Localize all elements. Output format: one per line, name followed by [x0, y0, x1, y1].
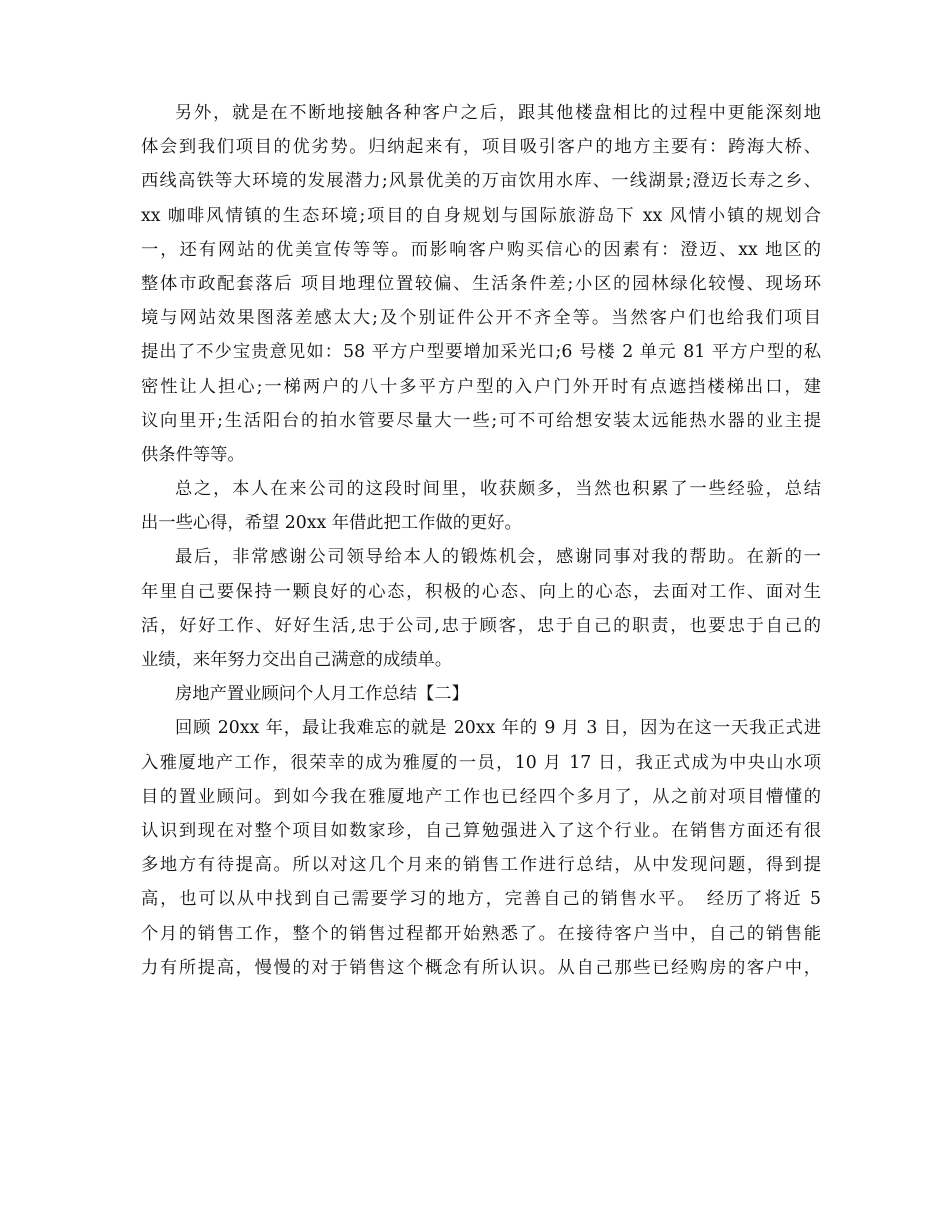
text-line: 力有所提高，慢慢的对于销售这个概念有所认识。从自己那些已经购房的客户中，	[141, 957, 821, 978]
text-line: 体会到我们项目的优劣势。归纳起来有，项目吸引客户的地方主要有：跨海大桥、	[141, 137, 821, 158]
paragraph	[141, 472, 821, 540]
text-line: xx 咖啡风情镇的生态环境;项目的自身规划与国际旅游岛下 xx 风情小镇的规划合	[141, 205, 821, 226]
text-line: 提出了不少宝贵意见如：58 平方户型要增加采光口;6 号楼 2 单元 81 平方户型的私	[141, 342, 821, 363]
text-line: 出一些心得，希望 20xx 年借此把工作做的更好。	[141, 513, 522, 534]
text-line: 议向里开;生活阳台的拍水管要尽量大一些;可不可给想安装太远能热水器的业主提	[141, 410, 821, 431]
text-line: 最后，非常感谢公司领导给本人的锻炼机会，感谢同事对我的帮助。在新的一	[175, 547, 821, 568]
text-line: 多地方有待提高。所以对这几个月来的销售工作进行总结，从中发现问题，得到提	[141, 855, 821, 876]
text-line: 供条件等等。	[141, 444, 245, 465]
text-line: 总之，本人在来公司的这段时间里，收获颇多，当然也积累了一些经验，总结	[175, 479, 821, 500]
paragraph	[141, 711, 821, 985]
text-line: 年里自己要保持一颗良好的心态，积极的心态、向上的心态，去面对工作、面对生	[141, 581, 821, 602]
text-line: 高，也可以从中找到自己需要学习的地方，完善自己的销售水平。 经历了将近 5	[141, 889, 821, 910]
paragraph	[141, 96, 821, 472]
document-body	[141, 96, 821, 985]
text-line: 整体市政配套落后 项目地理位置较偏、生活条件差;小区的园林绿化较慢、现场环	[141, 273, 821, 294]
heading-line: 房地产置业顾问个人月工作总结【二】	[175, 684, 469, 705]
text-line: 入雅厦地产工作，很荣幸的成为雅厦的一员，10 月 17 日，我正式成为中央山水项	[141, 752, 821, 773]
text-line: 密性让人担心;一梯两户的八十多平方户型的入户门外开时有点遮挡楼梯出口，建	[141, 376, 821, 397]
text-line: 西线高铁等大环境的发展潜力;风景优美的万亩饮用水库、一线湖景;澄迈长寿之乡、	[141, 171, 821, 192]
text-line: 一，还有网站的优美宣传等等。而影响客户购买信心的因素有：澄迈、xx 地区的	[141, 239, 821, 260]
text-line: 境与网站效果图落差感太大;及个别证件公开不齐全等。当然客户们也给我们项目	[141, 308, 821, 329]
text-line: 业绩，来年努力交出自己满意的成绩单。	[141, 650, 453, 670]
paragraph	[141, 540, 821, 677]
text-line: 另外，就是在不断地接触各种客户之后，跟其他楼盘相比的过程中更能深刻地	[175, 103, 821, 123]
text-line: 目的置业顾问。到如今我在雅厦地产工作也已经四个多月了，从之前对项目懵懂的	[141, 786, 821, 807]
text-line: 个月的销售工作，整个的销售过程都开始熟悉了。在接待客户当中，自己的销售能	[141, 923, 821, 944]
text-line: 回顾 20xx 年，最让我难忘的就是 20xx 年的 9 月 3 日，因为在这一天我正式进	[175, 718, 821, 739]
text-line: 认识到现在对整个项目如数家珍，自己算勉强进入了这个行业。在销售方面还有很	[141, 820, 821, 841]
section-heading	[141, 677, 821, 711]
text-line: 活，好好工作、好好生活,忠于公司,忠于顾客，忠于自己的职责，也要忠于自己的	[141, 615, 821, 636]
